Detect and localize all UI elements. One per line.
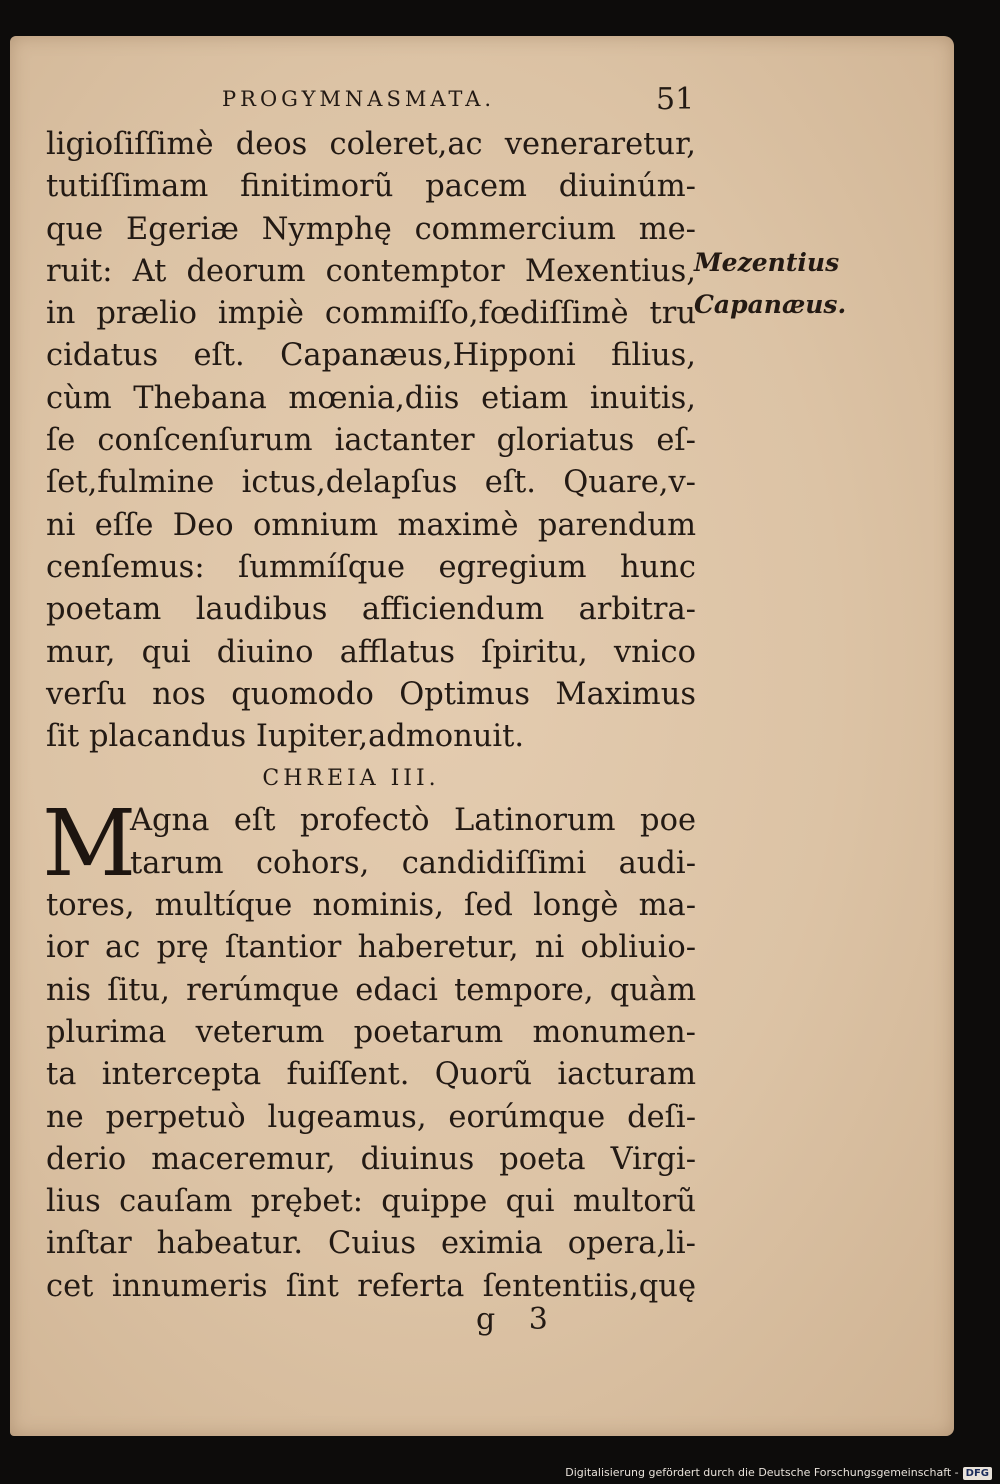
text-line: ligioſiſſimè deos coleret,ac veneraretur, bbox=[46, 127, 696, 162]
text-line: inſtar habeatur. Cuius eximia opera,li- bbox=[46, 1226, 696, 1262]
section-heading: CHREIA III. bbox=[262, 766, 440, 792]
text-line: ſit placandus Iupiter,admonuit. bbox=[46, 719, 525, 755]
dropcap-lines bbox=[46, 800, 696, 885]
text-line: mur, qui diuino afflatus ſpiritu, vnico bbox=[46, 634, 696, 670]
text-line: ne perpetuò lugeamus, eorúmque deſi- bbox=[46, 1099, 696, 1135]
text-line: in prælio impiè commiſſo,fœdiſſimè tru bbox=[46, 296, 696, 332]
running-head: PROGYMNASMATA. bbox=[222, 87, 496, 111]
text-line: ruit: At deorum contemptor Mexentius, bbox=[46, 253, 696, 289]
text-line: verſu nos quomodo Optimus Maximus bbox=[46, 676, 696, 712]
text-line: ſet,fulmine ictus,delapſus eſt. Quare,v- bbox=[46, 465, 696, 501]
margin-note-capanaeus: Capanæus. bbox=[694, 290, 847, 319]
paragraph-2-body bbox=[46, 885, 696, 1308]
text-line: ſe conſcenſurum iactanter gloriatus eſ- bbox=[46, 423, 696, 459]
text-line: ior ac prę ſtantior haberetur, ni obliuio- bbox=[46, 930, 696, 966]
credit-text: Digitalisierung gefördert durch die Deutsche Forschungsgemeinschaft - bbox=[565, 1466, 959, 1479]
text-line: poetam laudibus afficiendum arbitra- bbox=[46, 592, 696, 628]
text-line: ta intercepta fuiſſent. Quorũ iacturam bbox=[46, 1057, 696, 1093]
margin-note-mezentius: Mezentius bbox=[694, 248, 840, 277]
text-block bbox=[42, 124, 696, 1308]
drop-cap: M bbox=[42, 790, 137, 898]
text-line: cet innumeris ſint referta ſententiis,quę bbox=[46, 1268, 696, 1304]
text-line: lius cauſam prębet: quippe qui multorũ bbox=[46, 1184, 696, 1220]
text-line: cidatus eſt. Capanæus,Hipponi filius, bbox=[46, 338, 696, 374]
text-line: Agna eſt profectò Latinorum poe bbox=[130, 803, 696, 839]
signature-mark: g 3 bbox=[476, 1302, 560, 1337]
paragraph-2 bbox=[42, 790, 696, 1308]
text-line: plurima veterum poetarum monumen- bbox=[46, 1014, 696, 1050]
text-line: cùm Thebana mœnia,diis etiam inuitis, bbox=[46, 380, 696, 416]
book-page bbox=[10, 36, 954, 1436]
text-line: derio maceremur, diuinus poeta Virgi- bbox=[46, 1141, 696, 1177]
text-line: nis ſitu, rerúmque edaci tempore, quàm bbox=[46, 972, 696, 1008]
paragraph-1 bbox=[46, 124, 696, 758]
page-number: 51 bbox=[656, 82, 695, 117]
text-line: que Egeriæ Nymphę commercium me- bbox=[46, 211, 696, 247]
digitization-credit bbox=[565, 1466, 992, 1480]
dfg-logo: DFG bbox=[963, 1467, 992, 1480]
text-line: cenſemus: ſummíſque egregium hunc bbox=[46, 549, 696, 585]
text-line: ni eſſe Deo omnium maximè parendum bbox=[46, 507, 696, 543]
text-line: tarum cohors, candidiſſimi audi- bbox=[130, 845, 696, 881]
text-line: tutiſſimam finitimorũ pacem diuinúm- bbox=[46, 169, 696, 205]
text-line: tores, multíque nominis, ſed longè ma- bbox=[46, 888, 696, 924]
